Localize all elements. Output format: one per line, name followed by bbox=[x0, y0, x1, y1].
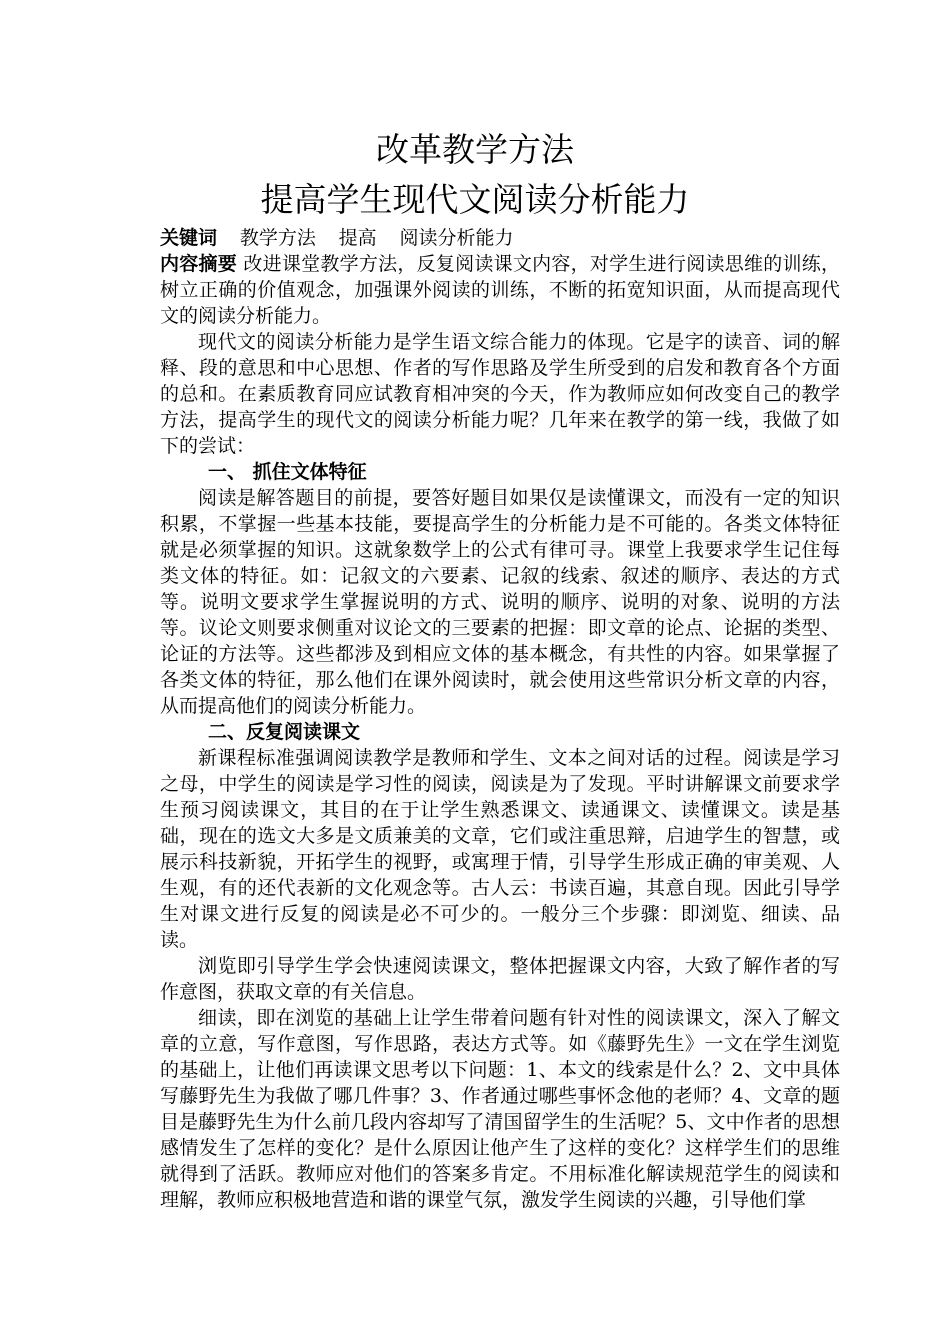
keywords-line bbox=[160, 225, 840, 251]
title-line-2: 提高学生现代文阅读分析能力 bbox=[260, 180, 690, 219]
document-body bbox=[160, 225, 840, 1213]
section-1-heading: 一、 抓住文体特征 bbox=[208, 461, 367, 483]
section-2-paragraph-1: 新课程标准强调阅读教学是教师和学生、文本之间对话的过程。阅读是学习之母，中学生的阅读是学习性的阅读，阅读是为了发现。平时讲解课文前要求学生预习阅读课文，其目的在于让学生熟悉课文、读通课文、读懂课文。读是基础，现在的选文大多是文质兼美的文章，它们或注重思辩，启迪学生的智慧，或展示科技新貌，开拓学生的视野，或寓理于情，引导学生形成正确的审美观、人生观，有的还代表新的文化观念等。古人云：书读百遍，其意自现。因此引导学生对课文进行反复的阅读是必不可少的。一般分三个步骤：即浏览、细读、品读。 bbox=[160, 747, 840, 951]
abstract-paragraph bbox=[160, 251, 840, 329]
keyword-2: 提高 bbox=[338, 227, 377, 249]
abstract-label: 内容摘要 bbox=[160, 253, 238, 275]
section-2-paragraph-2: 浏览即引导学生学会快速阅读课文，整体把握课文内容，大致了解作者的写作意图，获取文章的有关信息。 bbox=[160, 955, 840, 1003]
section-2-paragraph-3: 细读，即在浏览的基础上让学生带着问题有针对性的阅读课文，深入了解文章的立意，写作意图，写作思路，表达方式等。如《藤野先生》一文在学生浏览的基础上，让他们再读课文思考以下问题：1、本文的线索是什么？2、文中具体写藤野先生为我做了哪几件事？3、作者通过哪些事怀念他的老师？4、文章的题目是藤野先生为什么前几段内容却写了清国留学生的生活呢？5、文中作者的思想感情发生了怎样的变化？是什么原因让他产生了这样的变化？这样学生们的思维就得到了活跃。教师应对他们的答案多肯定。不用标准化解读规范学生的阅读和理解，教师应积极地营造和谐的课堂气氛，激发学生阅读的兴趣，引导他们掌 bbox=[160, 1007, 840, 1211]
section-1-paragraph: 阅读是解答题目的前提，要答好题目如果仅是读懂课文，而没有一定的知识积累，不掌握一些基本技能，要提高学生的分析能力是不可能的。各类文体特征就是必须掌握的知识。这就象数学上的公式有律可寻。课堂上我要求学生记住每类文体的特征。如：记叙文的六要素、记叙的线索、叙述的顺序、表达的方式等。说明文要求学生掌握说明的方式、说明的顺序、说明的对象、说明的方法等。议论文则要求侧重对议论文的三要素的把握：即文章的论点、论据的类型、论证的方法等。这些都涉及到相应文体的基本概念，有共性的内容。如果掌握了各类文体的特征，那么他们在课外阅读时，就会使用这些常识分析文章的内容，从而提高他们的阅读分析能力。 bbox=[160, 487, 840, 717]
section-2-heading: 二、反复阅读课文 bbox=[208, 721, 361, 743]
abstract-text: 改进课堂教学方法，反复阅读课文内容，对学生进行阅读思维的训练，树立正确的价值观念，加强课外阅读的训练，不断的拓宽知识面，从而提高现代文的阅读分析能力。 bbox=[160, 253, 840, 327]
intro-paragraph: 现代文的阅读分析能力是学生语文综合能力的体现。它是字的读音、词的解释、段的意思和中心思想、作者的写作思路及学生所受到的启发和教育各个方面的总和。在素质教育同应试教育相冲突的今天，作为教师应如何改变自己的教学方法，提高学生的现代文的阅读分析能力呢？几年来在教学的第一线，我做了如下的尝试： bbox=[160, 331, 840, 457]
keywords-label: 关键词 bbox=[160, 227, 218, 249]
keyword-3: 阅读分析能力 bbox=[399, 227, 514, 249]
keyword-1: 教学方法 bbox=[239, 227, 316, 249]
title-line-1: 改革教学方法 bbox=[376, 130, 574, 169]
